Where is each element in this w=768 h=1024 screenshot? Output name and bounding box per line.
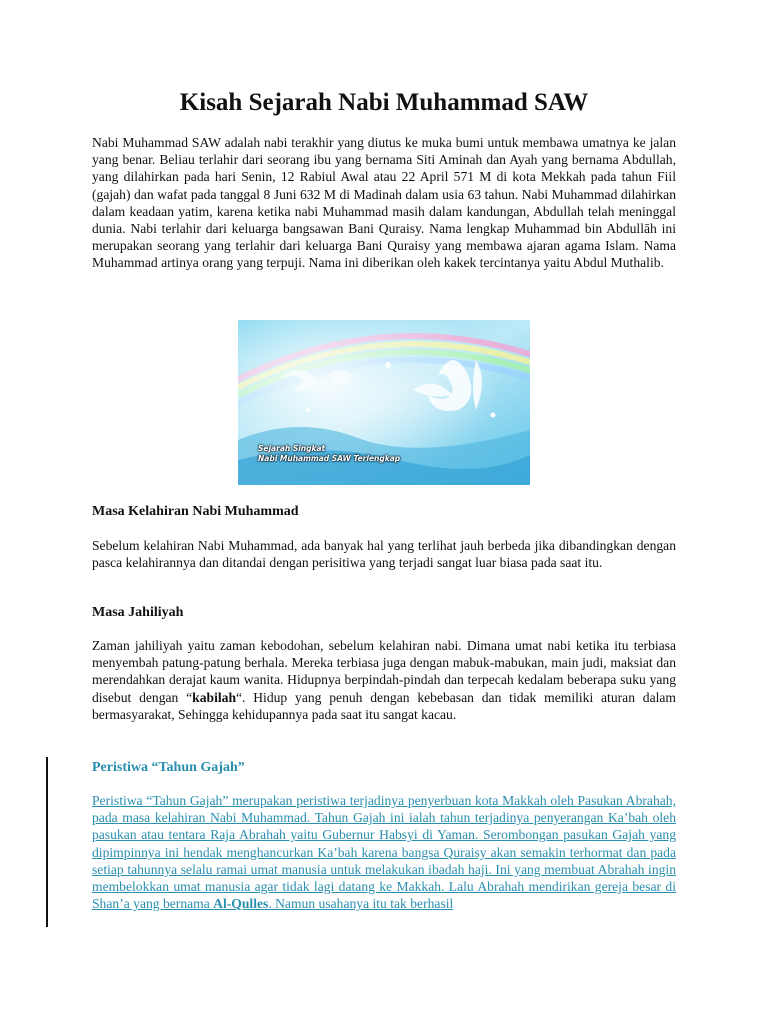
jahiliyah-bold-term: kabilah — [192, 689, 236, 705]
gajah-bold-term: Al-Qulles — [213, 896, 269, 912]
section-paragraph-gajah-link[interactable] — [92, 792, 676, 912]
change-bar — [46, 757, 48, 927]
hero-caption-line1: Sejarah Singkat — [258, 444, 326, 453]
section-paragraph-jahiliyah — [92, 637, 676, 723]
section-heading-gajah-link[interactable]: Peristiwa “Tahun Gajah” — [92, 760, 245, 775]
gajah-text-before: Peristiwa “Tahun Gajah” merupakan peristiwa terjadinya penyerbuan kota Makkah oleh Pasukan Abrahah, pada masa kelahiran Nabi Muhammad. Tahun Gajah ini ialah tahun terjadinya penyerangan Ka’bah oleh pasukan atau tentara Raja Abrahah yaitu Gubernur Habsyi di Yaman. Serombongan pasukan Gajah yang dipimpinnya ini hendak menghancurkan Ka’bah karena bangsa Quraisy akan semakin terhormat dan pada setiap tahunnya selalu ramai umat manusia untuk melakukan ibadah haji. Ini yang membuat Abrahah ingin membelokkan umat manusia agar tidak lagi datang ke Makkah. Lalu Abrahah mendirikan gereja besar di Shan’a yang bernama — [92, 793, 676, 912]
hero-caption — [258, 444, 400, 464]
section-paragraph-birth: Sebelum kelahiran Nabi Muhammad, ada banyak hal yang terlihat jauh berbeda jika dibandingkan dengan pasca kelahirannya dan ditandai dengan perisitiwa yang terjadi sangat luar biasa pada saat itu. — [92, 538, 676, 571]
section-heading-birth: Masa Kelahiran Nabi Muhammad — [92, 504, 299, 519]
section-heading-jahiliyah: Masa Jahiliyah — [92, 605, 184, 620]
jahiliyah-text-after: “. Hidup yang penuh dengan kebebasan dan tidak memiliki aturan dalam bermasyarakat, Sehingga kehidupannya pada saat itu sangat kacau. — [92, 689, 677, 722]
page-title: Kisah Sejarah Nabi Muhammad SAW — [179, 89, 589, 116]
jahiliyah-text-before: Zaman jahiliyah yaitu zaman kebodohan, sebelum kelahiran nabi. Dimana umat nabi ketika itu terbiasa menyembah patung-patung berhala. Mereka terbiasa juga dengan mabuk-mabukan, main judi, maksiat dan merendahkan derajat kaum wanita. Hidupnya berpindah-pindah dan terpecah kedalam beberapa suku yang disebut dengan “ — [92, 638, 676, 705]
gajah-text-after: . Namun usahanya itu tak berhasil — [268, 896, 454, 912]
hero-caption-line2: Nabi Muhammad SAW Terlengkap — [258, 454, 401, 463]
hero-image — [238, 320, 530, 485]
intro-paragraph: Nabi Muhammad SAW adalah nabi terakhir yang diutus ke muka bumi untuk membawa umatnya ke jalan yang benar. Beliau terlahir dari seorang ibu yang bernama Siti Aminah dan Ayah yang bernama Abdullah, yang dilahirkan pada hari Senin, 12 Rabiul Awal atau 22 April 571 M di kota Mekkah pada tahun Fiil (gajah) dan wafat pada tanggal 8 Juni 632 M di Madinah dalam usia 63 tahun. Nabi Muhammad dilahirkan dalam keadaan yatim, karena ketika nabi Muhammad masih dalam kandungan, Abdullah telah meninggal dunia. Nabi terlahir dari keluarga bangsawan Bani Quraisy. Nama lengkap Muhammad bin Abdullāh ini merupakan seorang yang terlahir dari keluarga Bani Quraisy yang membawa ajaran agama Islam. Nama Muhammad artinya orang yang terpuji. Nama ini diberikan oleh kakek tercintanya yaitu Abdul Muthalib. — [92, 135, 676, 271]
